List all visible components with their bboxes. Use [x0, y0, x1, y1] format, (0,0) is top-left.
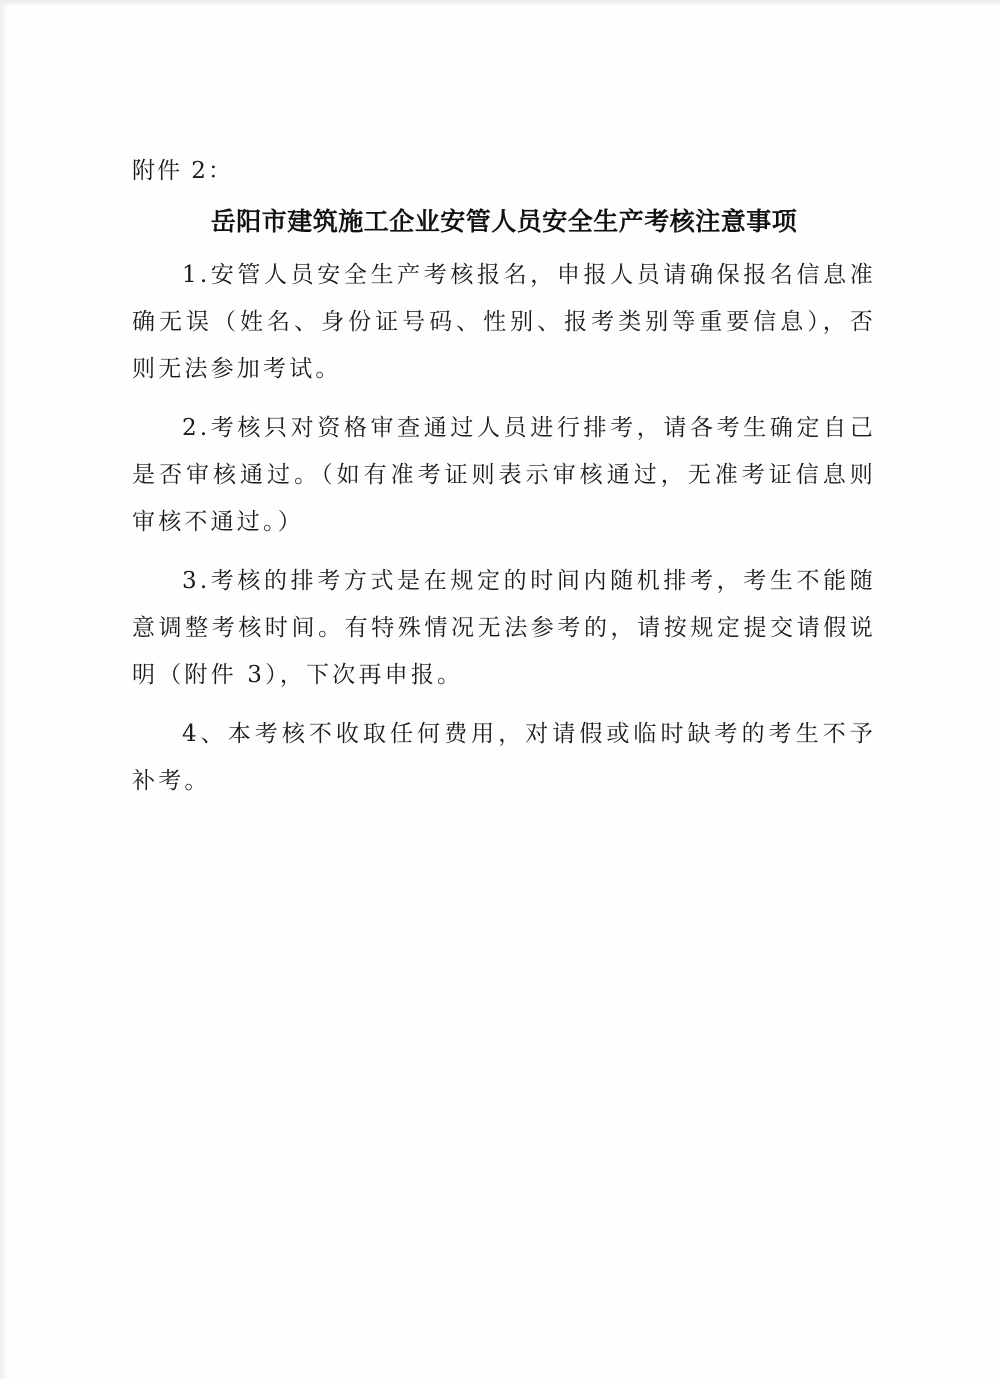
notice-item-2: 2.考核只对资格审查通过人员进行排考，请各考生确定自己是否审核通过。（如有准考证则表示审核通过，无准考证信息则审核不通过。） [132, 415, 876, 535]
notice-item-3: 3.考核的排考方式是在规定的时间内随机排考，考生不能随意调整考核时间。有特殊情况无法参考的，请按规定提交请假说明（附件 3），下次再申报。 [132, 568, 876, 688]
notice-item-1: 1.安管人员安全生产考核报名，申报人员请确保报名信息准确无误（姓名、身份证号码、性别、报考类别等重要信息），否则无法参加考试。 [132, 262, 876, 382]
scan-shadow-left [0, 0, 8, 1379]
document-body [132, 152, 876, 817]
notice-item-4: 4、本考核不收取任何费用，对请假或临时缺考的考生不予补考。 [132, 721, 876, 794]
document-title: 岳阳市建筑施工企业安管人员安全生产考核注意事项 [210, 207, 798, 236]
scan-shadow-top [0, 0, 1000, 6]
attachment-label: 附件 2： [132, 158, 233, 184]
